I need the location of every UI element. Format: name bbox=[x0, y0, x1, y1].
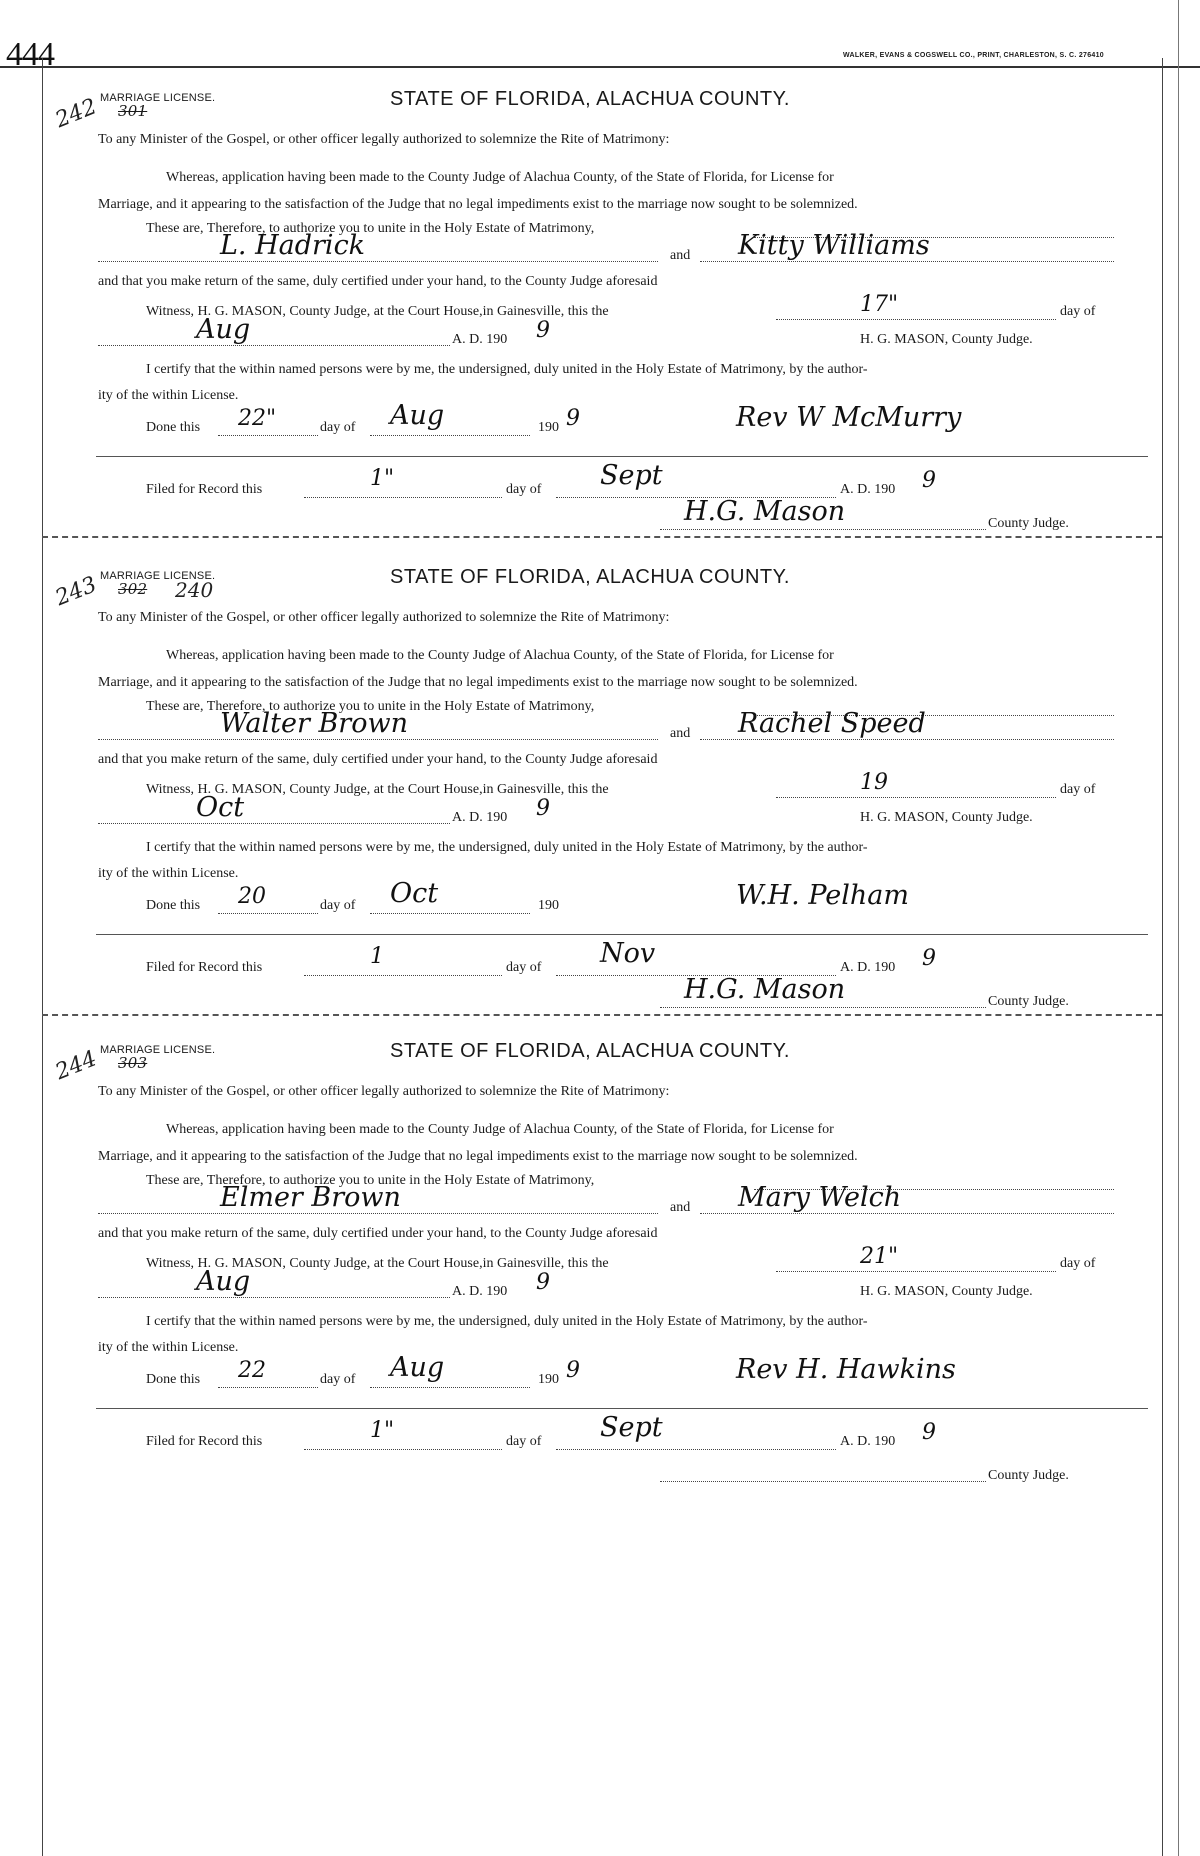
authorize-line: These are, Therefore, to authorize you to unite in the Holy Estate of Matrimony, bbox=[146, 1173, 595, 1188]
witness-day-rule bbox=[776, 1270, 1056, 1272]
license-number-old: 303 bbox=[118, 1054, 148, 1072]
day-of-text: day of bbox=[1060, 782, 1096, 797]
done-month: Oct bbox=[390, 878, 439, 909]
witness-day: 21" bbox=[860, 1244, 899, 1269]
page-number: 444 bbox=[6, 36, 54, 73]
license-number-old: 301 bbox=[118, 102, 148, 120]
license-number-old: 302 bbox=[118, 580, 148, 598]
done-year-prefix: 190 bbox=[538, 1372, 559, 1387]
county-judge-text: County Judge. bbox=[988, 516, 1069, 531]
filed-year: 9 bbox=[922, 946, 936, 971]
done-day-of-text: day of bbox=[320, 898, 356, 913]
certify-line-1: I certify that the within named persons were by me, the undersigned, duly united in the Holy Estate of Matrimony, by the author- bbox=[146, 1314, 868, 1329]
done-day: 22" bbox=[238, 406, 277, 431]
done-this-text: Done this bbox=[146, 898, 201, 913]
filed-month: Sept bbox=[600, 1412, 663, 1443]
license-number-new: 243 bbox=[52, 572, 101, 612]
filed-ad-text: A. D. 190 bbox=[840, 1434, 896, 1449]
done-year-prefix: 190 bbox=[538, 420, 559, 435]
filed-ad-text: A. D. 190 bbox=[840, 482, 896, 497]
license-number-extra: 240 bbox=[175, 578, 214, 602]
officiant-signature: W.H. Pelham bbox=[736, 880, 909, 911]
filed-divider bbox=[96, 934, 1148, 935]
done-month-rule bbox=[370, 1386, 530, 1388]
and-text: and bbox=[670, 726, 691, 741]
filed-ad-text: A. D. 190 bbox=[840, 960, 896, 975]
whereas-line-2: Marriage, and it appearing to the satisfaction of the Judge that no legal impediments exist to the marriage now sought to be solemnized. bbox=[98, 675, 858, 690]
ad-text: A. D. 190 bbox=[452, 332, 508, 347]
whereas-line-2: Marriage, and it appearing to the satisfaction of the Judge that no legal impediments exist to the marriage now sought to be solemnized. bbox=[98, 1149, 858, 1164]
done-year-prefix: 190 bbox=[538, 898, 559, 913]
bride-name: Kitty Williams bbox=[738, 230, 930, 261]
and-text: and bbox=[670, 248, 691, 263]
to-line: To any Minister of the Gospel, or other officer legally authorized to solemnize the Rite of Matrimony: bbox=[98, 610, 670, 625]
filed-day: 1 bbox=[370, 944, 384, 969]
filed-day: 1" bbox=[370, 1418, 395, 1443]
done-month: Aug bbox=[390, 400, 445, 431]
license-heading: STATE OF FLORIDA, ALACHUA COUNTY. bbox=[390, 1040, 790, 1062]
ad-text: A. D. 190 bbox=[452, 810, 508, 825]
certify-line-1: I certify that the within named persons were by me, the undersigned, duly united in the Holy Estate of Matrimony, by the author- bbox=[146, 362, 868, 377]
bride-name: Mary Welch bbox=[738, 1182, 902, 1213]
to-line: To any Minister of the Gospel, or other officer legally authorized to solemnize the Rite of Matrimony: bbox=[98, 132, 670, 147]
witness-month-rule bbox=[98, 1296, 450, 1298]
county-judge-rule bbox=[660, 528, 986, 530]
witness-month-rule bbox=[98, 822, 450, 824]
witness-line: Witness, H. G. MASON, County Judge, at the Court House,in Gainesville, this the bbox=[146, 1256, 609, 1271]
done-day-rule bbox=[218, 912, 318, 914]
county-judge-text: County Judge. bbox=[988, 994, 1069, 1009]
filed-month: Nov bbox=[600, 938, 656, 969]
witness-line: Witness, H. G. MASON, County Judge, at the Court House,in Gainesville, this the bbox=[146, 782, 609, 797]
done-this-text: Done this bbox=[146, 1372, 201, 1387]
filed-day-rule bbox=[304, 974, 502, 976]
ad-text: A. D. 190 bbox=[452, 1284, 508, 1299]
filed-day-rule bbox=[304, 496, 502, 498]
witness-day-rule bbox=[776, 318, 1056, 320]
done-day: 22 bbox=[238, 1358, 266, 1383]
whereas-line-1: Whereas, application having been made to the County Judge of Alachua County, of the State of Florida, for License for bbox=[166, 170, 834, 185]
witness-day-rule bbox=[776, 796, 1056, 798]
certify-line-2: ity of the within License. bbox=[98, 866, 239, 881]
witness-month-rule bbox=[98, 344, 450, 346]
frame-left-border bbox=[42, 58, 43, 1856]
certify-line-2: ity of the within License. bbox=[98, 388, 239, 403]
witness-month: Aug bbox=[196, 1266, 251, 1297]
officiant-signature: Rev H. Hawkins bbox=[736, 1354, 956, 1385]
witness-line: Witness, H. G. MASON, County Judge, at the Court House,in Gainesville, this the bbox=[146, 304, 609, 319]
day-of-text: day of bbox=[1060, 1256, 1096, 1271]
filed-text: Filed for Record this bbox=[146, 960, 263, 975]
filed-divider bbox=[96, 456, 1148, 457]
filed-day-of-text: day of bbox=[506, 1434, 542, 1449]
filed-month-rule bbox=[556, 1448, 836, 1450]
witness-month: Oct bbox=[196, 792, 245, 823]
return-line: and that you make return of the same, duly certified under your hand, to the County Judge aforesaid bbox=[98, 1226, 658, 1241]
filed-text: Filed for Record this bbox=[146, 482, 263, 497]
done-year: 9 bbox=[566, 1358, 580, 1383]
done-day-rule bbox=[218, 434, 318, 436]
whereas-line-1: Whereas, application having been made to the County Judge of Alachua County, of the State of Florida, for License for bbox=[166, 648, 834, 663]
done-month-rule bbox=[370, 434, 530, 436]
witness-month: Aug bbox=[196, 314, 251, 345]
witness-day: 17" bbox=[860, 292, 899, 317]
done-year: 9 bbox=[566, 406, 580, 431]
groom-name: Elmer Brown bbox=[220, 1182, 401, 1213]
groom-rule bbox=[98, 260, 658, 262]
filed-year: 9 bbox=[922, 1420, 936, 1445]
witness-year: 9 bbox=[536, 1270, 550, 1295]
return-line: and that you make return of the same, duly certified under your hand, to the County Judge aforesaid bbox=[98, 752, 658, 767]
done-day: 20 bbox=[238, 884, 266, 909]
whereas-line-2: Marriage, and it appearing to the satisfaction of the Judge that no legal impediments exist to the marriage now sought to be solemnized. bbox=[98, 197, 858, 212]
witness-day: 19 bbox=[860, 770, 888, 795]
filed-text: Filed for Record this bbox=[146, 1434, 263, 1449]
filed-day-of-text: day of bbox=[506, 960, 542, 975]
groom-name: L. Hadrick bbox=[220, 230, 366, 261]
county-judge-text: County Judge. bbox=[988, 1468, 1069, 1483]
filed-year: 9 bbox=[922, 468, 936, 493]
filed-day-of-text: day of bbox=[506, 482, 542, 497]
return-line: and that you make return of the same, duly certified under your hand, to the County Judge aforesaid bbox=[98, 274, 658, 289]
groom-name: Walter Brown bbox=[220, 708, 408, 739]
authorize-line: These are, Therefore, to authorize you to unite in the Holy Estate of Matrimony, bbox=[146, 699, 595, 714]
witness-year: 9 bbox=[536, 796, 550, 821]
frame-outer-border bbox=[1178, 0, 1179, 1856]
to-line: To any Minister of the Gospel, or other officer legally authorized to solemnize the Rite of Matrimony: bbox=[98, 1084, 670, 1099]
license-label-text: MARRIAGE LICENSE. bbox=[100, 1044, 216, 1056]
judge-signature-print: H. G. MASON, County Judge. bbox=[860, 810, 1033, 825]
county-judge-rule bbox=[660, 1480, 986, 1482]
county-judge-signature: H.G. Mason bbox=[684, 974, 846, 1005]
certify-line-1: I certify that the within named persons were by me, the undersigned, duly united in the Holy Estate of Matrimony, by the author- bbox=[146, 840, 868, 855]
filed-month: Sept bbox=[600, 460, 663, 491]
whereas-line-1: Whereas, application having been made to the County Judge of Alachua County, of the State of Florida, for License for bbox=[166, 1122, 834, 1137]
license-heading: STATE OF FLORIDA, ALACHUA COUNTY. bbox=[390, 566, 790, 588]
license-separator bbox=[42, 536, 1162, 538]
bride-name: Rachel Speed bbox=[738, 708, 926, 739]
day-of-text: day of bbox=[1060, 304, 1096, 319]
license-label-text: MARRIAGE LICENSE. bbox=[100, 92, 216, 104]
done-day-of-text: day of bbox=[320, 420, 356, 435]
authorize-line: These are, Therefore, to authorize you to unite in the Holy Estate of Matrimony, bbox=[146, 221, 595, 236]
frame-right-border bbox=[1162, 58, 1163, 1856]
filed-day: 1" bbox=[370, 466, 395, 491]
top-rule bbox=[0, 66, 1200, 68]
printer-imprint: WALKER, EVANS & COGSWELL CO., PRINT, CHARLESTON, S. C. 276410 bbox=[842, 52, 1104, 59]
filed-divider bbox=[96, 1408, 1148, 1409]
officiant-signature: Rev W McMurry bbox=[736, 402, 962, 433]
license-separator bbox=[42, 1014, 1162, 1016]
done-month-rule bbox=[370, 912, 530, 914]
license-number-new: 242 bbox=[52, 94, 101, 134]
license-heading: STATE OF FLORIDA, ALACHUA COUNTY. bbox=[390, 88, 790, 110]
filed-day-rule bbox=[304, 1448, 502, 1450]
county-judge-rule bbox=[660, 1006, 986, 1008]
judge-signature-print: H. G. MASON, County Judge. bbox=[860, 332, 1033, 347]
license-number-new: 244 bbox=[52, 1046, 101, 1086]
done-this-text: Done this bbox=[146, 420, 201, 435]
certify-line-2: ity of the within License. bbox=[98, 1340, 239, 1355]
done-day-of-text: day of bbox=[320, 1372, 356, 1387]
witness-year: 9 bbox=[536, 318, 550, 343]
done-month: Aug bbox=[390, 1352, 445, 1383]
county-judge-signature: H.G. Mason bbox=[684, 496, 846, 527]
judge-signature-print: H. G. MASON, County Judge. bbox=[860, 1284, 1033, 1299]
license-label-text: MARRIAGE LICENSE. bbox=[100, 570, 216, 582]
and-text: and bbox=[670, 1200, 691, 1215]
done-day-rule bbox=[218, 1386, 318, 1388]
